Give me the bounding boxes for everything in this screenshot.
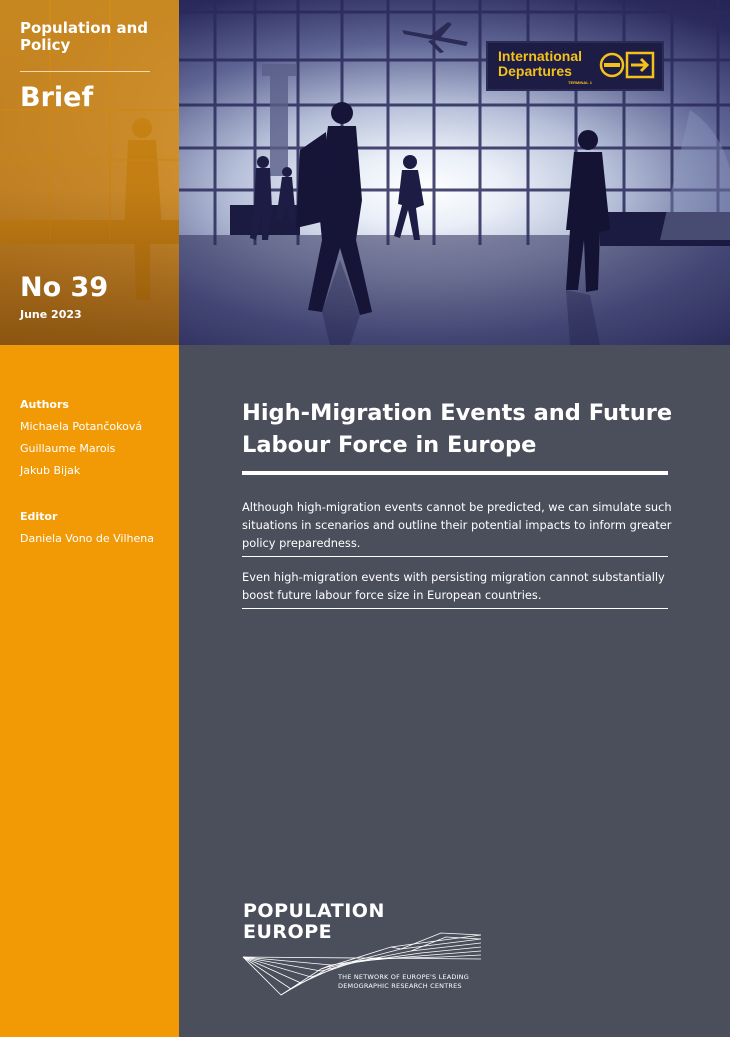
main-panel [179,345,730,1037]
editor-heading: Editor [20,510,58,523]
sign-line-2: Departures [498,63,572,79]
masthead-divider [20,71,150,72]
logo-line-1: POPULATION [243,900,385,922]
page-title: High-Migration Events and Future Labour Force in Europe [242,400,673,458]
issue-date: June 2023 [20,308,82,321]
sign-icons [599,51,655,79]
key-message-1: Although high-migration events cannot be predicted, we can simulate such situations in scenarios and outline their potential impacts to inform greater policy preparedness. [242,500,672,550]
author-name: Jakub Bijak [20,464,81,477]
editor-name: Daniela Vono de Vilhena [20,532,154,545]
divider [242,556,668,557]
author-name: Guillaume Marois [20,442,116,455]
title-divider [242,471,668,475]
arrow-right-icon [627,53,653,77]
sign-line-1: International [498,48,583,64]
departures-sign [486,41,664,91]
logo-tagline-2: DEMOGRAPHIC RESEARCH CENTRES [338,982,462,990]
authors-heading: Authors [20,398,69,411]
sign-line-3: TERMINAL 1 [568,80,592,85]
divider [242,608,668,609]
brief-label: Brief [20,82,94,113]
hero-photo [0,0,730,345]
logo-line-2: EUROPE [243,921,333,943]
no-entry-icon [601,54,623,76]
sidebar [0,345,179,1037]
author-name: Michaela Potančoková [20,420,143,433]
issue-number: No 39 [20,272,109,303]
series-name: Population and Policy [20,19,149,54]
key-message-2: Even high-migration events with persisting migration cannot substantially boost future labour force size in European countries. [242,570,665,602]
logo-tagline-1: THE NETWORK OF EUROPE'S LEADING [338,973,469,981]
